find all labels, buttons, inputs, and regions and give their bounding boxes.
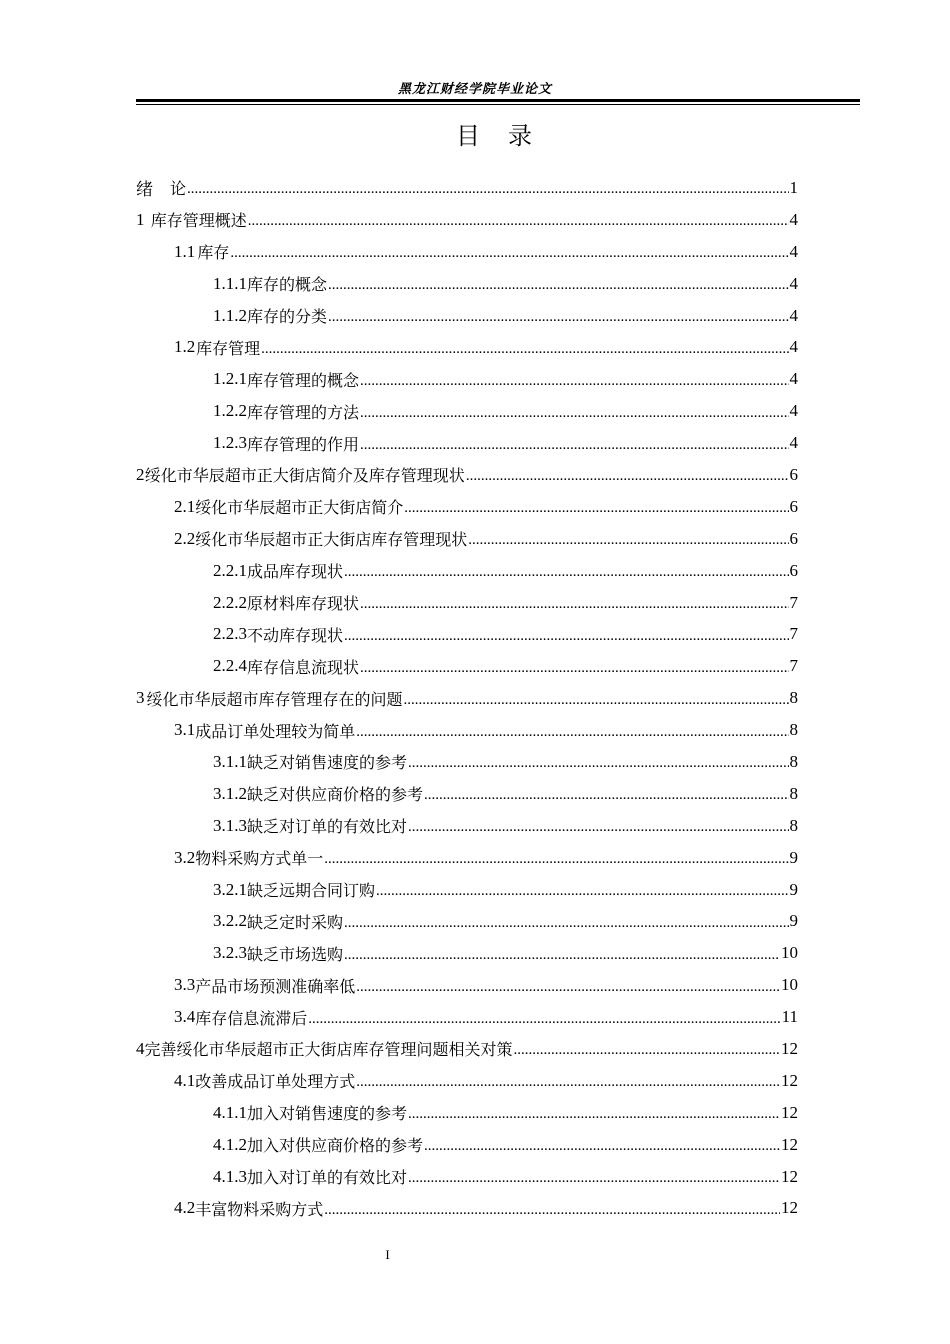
toc-entry[interactable] [136,1193,798,1225]
toc-entry-page: 12 [781,1102,798,1122]
toc-dot-leader [408,1106,780,1123]
toc-entry-page: 10 [781,943,798,963]
toc-entry[interactable] [136,587,798,619]
toc-entry[interactable] [136,1097,798,1129]
toc-entry[interactable] [136,491,798,523]
toc-dot-leader [230,245,788,262]
toc-entry-title: 改善成品订单处理方式 [195,1072,356,1092]
toc-entry-number: 4.1.2 [213,1134,247,1154]
toc-entry-number: 4.1 [174,1070,196,1090]
toc-title: 目 录 [456,122,534,150]
toc-entry[interactable] [136,172,798,204]
toc-entry-page: 8 [789,783,798,803]
toc-dot-leader [328,277,788,294]
toc-entry-number: 3.2.1 [213,879,247,899]
toc-entry-page: 10 [781,975,798,995]
toc-entry[interactable] [136,1001,798,1033]
toc-entry-title: 缺乏对订单的有效比对 [247,817,408,837]
toc-dot-leader [408,819,788,836]
toc-entry-page: 6 [789,528,798,548]
toc-entry-number: 1.2.3 [213,433,247,453]
toc-dot-leader [356,979,780,996]
toc-entry-number: 3.4 [174,1007,196,1027]
toc-entry-title: 绥化市华辰超市正大街店库存管理现状 [195,530,468,550]
toc-dot-leader [360,405,788,422]
toc-entry-page: 12 [781,1038,798,1058]
toc-entry-number: 3.3 [174,975,196,995]
header-rule-thick [136,99,860,102]
toc-entry[interactable] [136,459,798,491]
toc-dot-leader [424,1138,780,1155]
toc-entry-number: 2 [136,464,145,484]
toc-entry-number: 3.2 [174,847,196,867]
toc-dot-leader [328,309,788,326]
toc-entry[interactable] [136,395,798,427]
toc-entry-page: 12 [781,1166,798,1186]
toc-entry-title: 缺乏定时采购 [247,912,344,932]
toc-entry-number: 4.1.1 [213,1102,247,1122]
toc-dot-leader [324,1202,780,1219]
toc-entry-title: 库存信息流现状 [247,657,360,677]
toc-dot-leader [468,532,788,549]
toc-dot-leader [514,1042,780,1059]
toc-entry-number: 3 [136,688,145,708]
toc-entry-number: 绪 [136,180,153,200]
toc-dot-leader [248,213,789,230]
toc-entry-number: 1.2.1 [213,369,247,389]
toc-entry[interactable] [136,1033,798,1065]
table-of-contents [136,172,798,1224]
toc-entry-page: 6 [789,496,798,516]
toc-entry-title: 库存 [197,243,230,263]
toc-entry-number: 2.2 [174,528,196,548]
toc-entry-number: 2.2.1 [213,560,247,580]
toc-dot-leader [356,1074,780,1091]
toc-dot-leader [360,373,788,390]
toc-entry[interactable] [136,810,798,842]
toc-dot-leader [360,660,788,677]
toc-entry-page: 12 [781,1134,798,1154]
toc-entry-title: 加入对销售速度的参考 [247,1104,408,1124]
toc-entry-page: 6 [789,560,798,580]
toc-dot-leader [187,181,789,198]
toc-entry-number: 1.2 [174,337,196,357]
toc-entry-page: 6 [789,464,798,484]
toc-entry-number: 2.2.3 [213,624,247,644]
toc-entry[interactable] [136,874,798,906]
toc-entry-title: 缺乏远期合同订购 [247,881,376,901]
toc-entry[interactable] [136,268,798,300]
footer-page-number: I [385,1247,390,1262]
toc-entry-number: 1.1.1 [213,273,247,293]
toc-entry[interactable] [136,300,798,332]
toc-dot-leader [356,724,788,741]
toc-entry-page: 4 [789,209,798,229]
toc-entry-page: 7 [789,592,798,612]
toc-entry[interactable] [136,746,798,778]
toc-entry-number: 4.2 [174,1198,196,1218]
toc-entry-title: 完善绥化市华辰超市正大街店库存管理问题相关对策 [144,1040,513,1060]
toc-entry-number: 1.1.2 [213,305,247,325]
toc-entry-title: 绥化市华辰超市库存管理存在的问题 [146,689,403,709]
toc-entry-title: 库存管理的概念 [247,370,360,390]
toc-entry-number: 3.1 [174,720,196,740]
toc-entry[interactable] [136,650,798,682]
toc-entry[interactable] [136,204,798,236]
toc-entry[interactable] [136,969,798,1001]
toc-entry-number: 3.1.2 [213,783,247,803]
toc-entry-page: 12 [781,1070,798,1090]
toc-entry-number: 3.1.3 [213,815,247,835]
toc-entry[interactable] [136,682,798,714]
toc-entry-number: 1.1 [174,241,196,261]
toc-entry-number: 1 [136,209,145,229]
toc-entry-page: 8 [789,720,798,740]
toc-entry-page: 8 [789,815,798,835]
toc-entry-title: 库存的分类 [247,307,328,326]
toc-entry-number: 3.2.3 [213,943,247,963]
toc-entry[interactable] [136,555,798,587]
toc-entry-page: 8 [789,688,798,708]
toc-dot-leader [344,915,788,932]
toc-entry-title: 丰富物料采购方式 [195,1199,324,1219]
toc-dot-leader [324,851,788,868]
toc-entry-title: 原材料库存现状 [247,594,360,614]
toc-entry-page: 9 [789,879,798,899]
toc-entry-page: 4 [789,401,798,421]
toc-dot-leader [404,692,789,709]
toc-entry-number: 3.2.2 [213,911,247,931]
toc-entry-page: 11 [781,1007,798,1027]
toc-entry[interactable] [136,937,798,969]
toc-entry-number: 2.2.4 [213,656,247,676]
toc-entry[interactable] [136,363,798,395]
toc-dot-leader [308,1011,780,1028]
toc-entry-page: 4 [789,273,798,293]
toc-entry-number: 2.1 [174,496,196,516]
toc-dot-leader [344,628,788,645]
toc-entry-number: 3.1.1 [213,751,247,771]
toc-entry-title: 物料采购方式单一 [195,849,324,869]
toc-entry-title: 产品市场预测准确率低 [195,976,356,996]
toc-entry-title: 库存管理 [196,338,261,358]
toc-entry-page: 4 [789,337,798,357]
toc-entry-title: 库存的概念 [247,275,328,295]
toc-dot-leader [344,947,780,964]
toc-dot-leader [408,755,788,772]
toc-entry-title: 加入对供应商价格的参考 [247,1136,424,1156]
toc-entry-title: 库存管理的作用 [247,434,360,454]
header-rule-thin [136,104,860,105]
toc-entry-page: 9 [789,911,798,931]
toc-entry-page: 12 [781,1198,798,1218]
toc-dot-leader [360,596,788,613]
toc-entry-number: 1.2.2 [213,401,247,421]
toc-entry[interactable] [136,236,798,268]
toc-dot-leader [261,341,788,358]
toc-entry[interactable] [136,1161,798,1193]
toc-entry-number: 4 [136,1038,145,1058]
toc-entry[interactable] [136,842,798,874]
toc-entry[interactable] [136,427,798,459]
toc-entry-page: 1 [789,177,798,197]
toc-dot-leader [408,1170,780,1187]
toc-entry-page: 4 [789,305,798,325]
toc-dot-leader [344,564,788,581]
toc-entry-page: 4 [789,433,798,453]
toc-entry[interactable] [136,905,798,937]
toc-entry-page: 7 [789,656,798,676]
toc-entry-page: 4 [789,369,798,389]
toc-dot-leader [360,437,788,454]
toc-entry-number: 2.2.2 [213,592,247,612]
toc-entry-title: 绥化市华辰超市正大街店简介 [195,498,404,518]
toc-entry-title: 成品订单处理较为简单 [195,721,356,741]
toc-entry[interactable] [136,778,798,810]
toc-entry-title: 成品库存现状 [247,562,344,582]
toc-entry[interactable] [136,1129,798,1161]
toc-dot-leader [376,883,788,900]
toc-entry[interactable] [136,331,798,363]
toc-entry-page: 7 [789,624,798,644]
toc-entry-title: 库存管理概述 [150,211,247,231]
toc-dot-leader [466,468,789,485]
toc-entry-number: 4.1.3 [213,1166,247,1186]
toc-entry[interactable] [136,523,798,555]
toc-dot-leader [404,500,788,517]
toc-entry[interactable] [136,714,798,746]
toc-entry-page: 4 [789,241,798,261]
toc-entry-title: 加入对订单的有效比对 [247,1168,408,1188]
toc-entry-page: 8 [789,751,798,771]
toc-entry-title: 库存管理的方法 [247,402,360,422]
toc-entry-page: 9 [789,847,798,867]
toc-entry-title: 论 [169,179,186,199]
toc-entry[interactable] [136,1065,798,1097]
toc-entry-title: 缺乏市场选购 [247,944,344,964]
toc-entry-title: 缺乏对供应商价格的参考 [247,785,424,805]
toc-entry-title: 库存信息流滞后 [195,1008,308,1028]
toc-entry-title: 绥化市华辰超市正大街店简介及库存管理现状 [144,466,465,486]
toc-entry-title: 不动库存现状 [247,625,344,645]
toc-entry-title: 缺乏对销售速度的参考 [247,753,408,773]
running-header-title: 黑龙江财经学院毕业论文 [397,82,552,97]
toc-entry[interactable] [136,618,798,650]
toc-dot-leader [424,787,788,804]
